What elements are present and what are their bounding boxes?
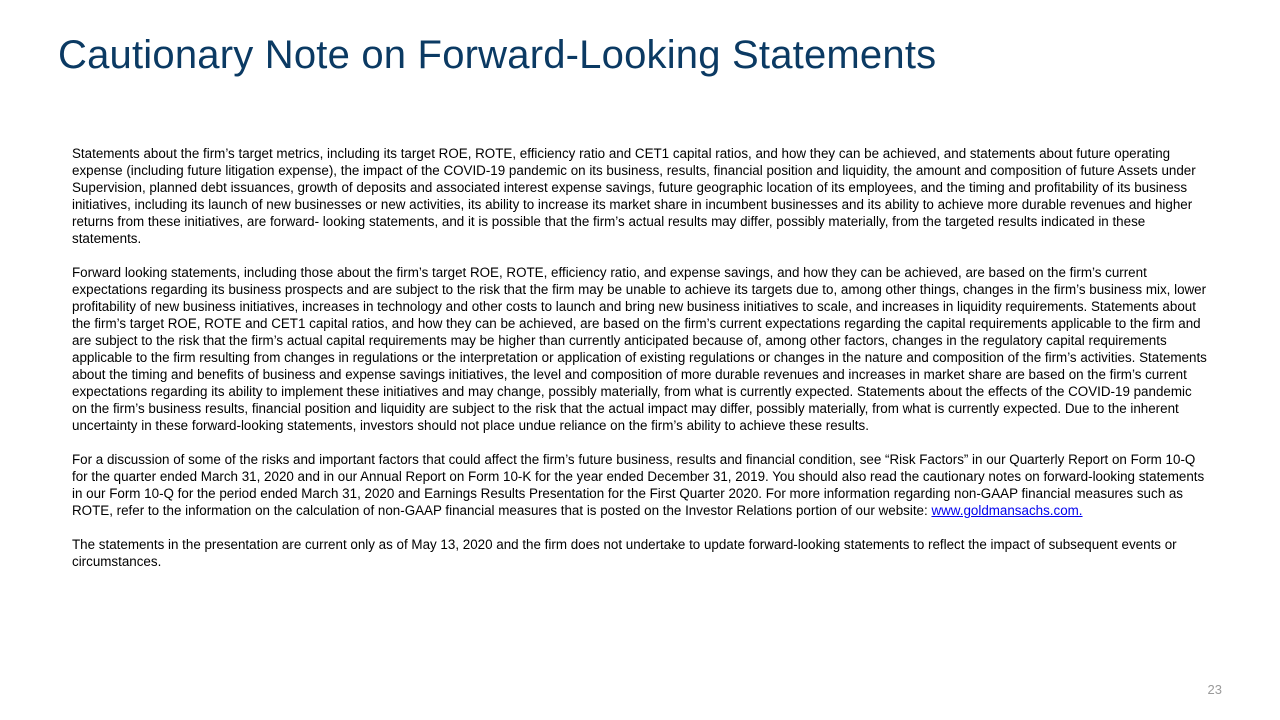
paragraph-risk-factors-text: For a discussion of some of the risks and important factors that could affect the firm’s future business, results and financial condition, see “Risk Factors” in our Quarterly Report on Form 10-Q for the quarter ended March 31, 2020 and in our Annual Report on Form 10-K for the year ended December 31, 2019. You should also read the cautionary notes on forward-looking statements in our Form 10-Q for the period ended March 31, 2020 and Earnings Results Presentation for the First Quarter 2020. For more information regarding non-GAAP financial measures such as ROTE, refer to the information on the calculation of non-GAAP financial measures that is posted on the Investor Relations portion of our website: [72,452,1205,518]
paragraph-risk-factors [72,451,1210,519]
disclaimer-body [72,145,1210,587]
paragraph-currency-date: The statements in the presentation are current only as of May 13, 2020 and the firm does not undertake to update forward-looking statements to reflect the impact of subsequent events or circumstances. [72,537,1177,569]
slide-title: Cautionary Note on Forward-Looking Statements [58,33,937,77]
paragraph-forward-looking: Forward looking statements, including those about the firm’s target ROE, ROTE, efficiency ratio, and expense savings, and how they can be achieved, are based on the firm’s current expectations regarding its business prospects and are subject to the risk that the firm may be unable to achieve its targets due to, among other things, changes in the firm’s business mix, lower profitability of new business initiatives, increases in technology and other costs to launch and bring new business initiatives to scale, and increases in liquidity requirements. Statements about the firm’s target ROE, ROTE and CET1 capital ratios, and how they can be achieved, are based on the firm’s current expectations regarding the capital requirements applicable to the firm and are subject to the risk that the firm’s actual capital requirements may be higher than currently anticipated because of, among other factors, changes in the regulatory capital requirements applicable to the firm resulting from changes in regulations or the interpretation or application of existing regulations or changes in the nature and composition of the firm’s activities. Statements about the timing and benefits of business and expense savings initiatives, the level and composition of more durable revenues and increases in market share are based on the firm’s current expectations regarding its ability to implement these initiatives and may change, possibly materially, from what is currently expected. Statements about the effects of the COVID-19 pandemic on the firm’s business results, financial position and liquidity are subject to the risk that the actual impact may differ, possibly materially, from what is currently expected. Due to the inherent uncertainty in these forward-looking statements, investors should not place undue reliance on the firm’s ability to achieve these results. [72,265,1207,433]
page-number: 23 [1207,682,1222,697]
paragraph-target-metrics: Statements about the firm’s target metrics, including its target ROE, ROTE, efficiency ratio and CET1 capital ratios, and how they can be achieved, and statements about future operating expense (including future litigation expense), the impact of the COVID-19 pandemic on its business, results, financial position and liquidity, the amount and composition of future Assets under Supervision, planned debt issuances, growth of deposits and associated interest expense savings, future geographic location of its employees, and the timing and profitability of its business initiatives, including its launch of new businesses or new activities, its ability to increase its market share in incumbent businesses and its ability to achieve more durable revenues and higher returns from these initiatives, are forward- looking statements, and it is possible that the firm’s actual results may differ, possibly materially, from the targeted results indicated in these statements. [72,146,1196,246]
website-link[interactable]: www.goldmansachs.com. [931,503,1083,518]
